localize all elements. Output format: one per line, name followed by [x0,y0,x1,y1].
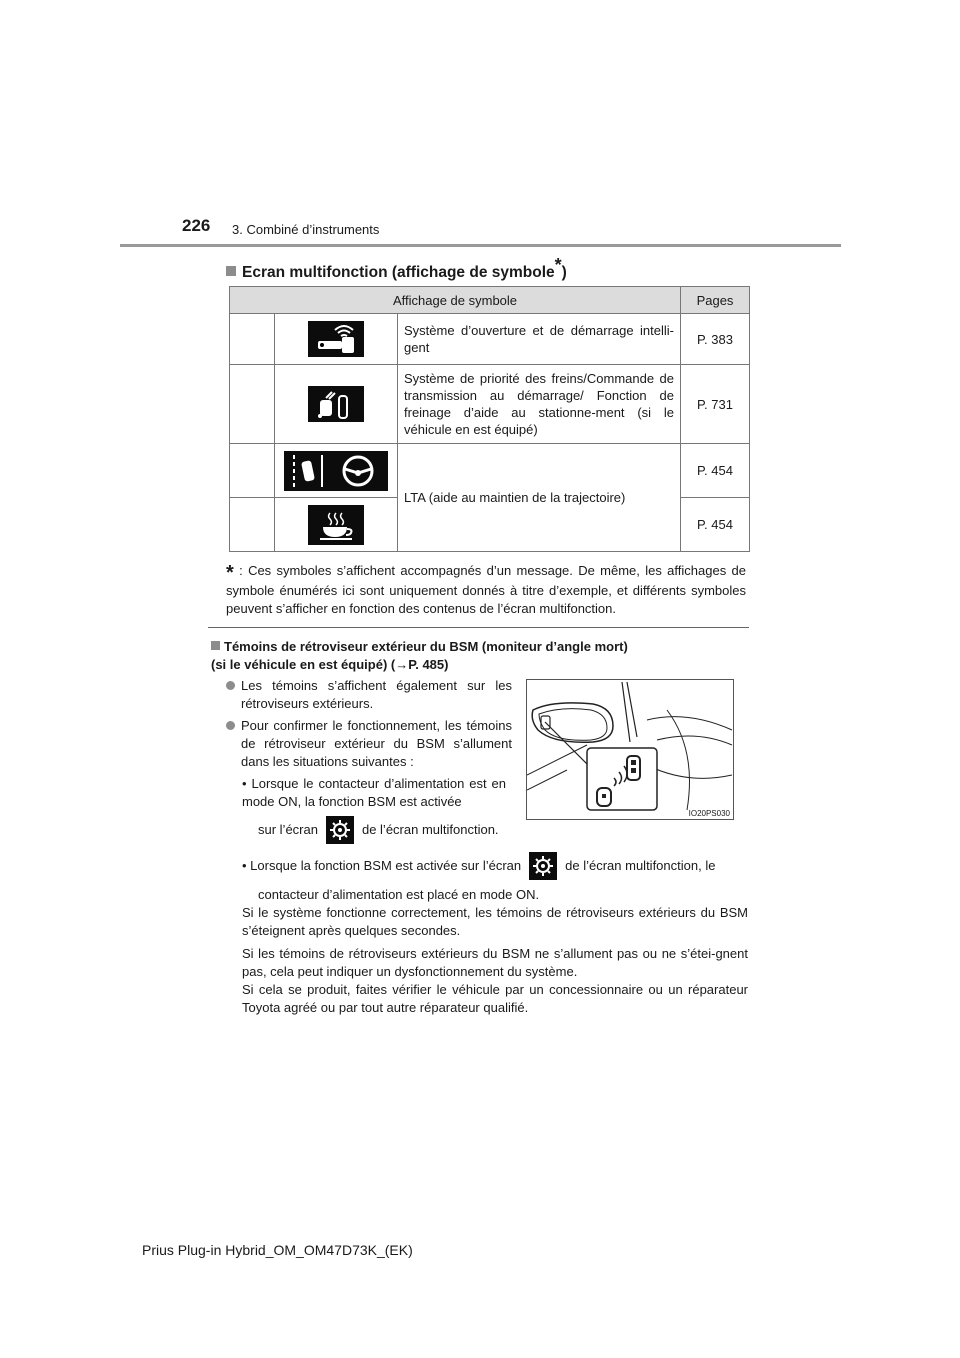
gear-icon [529,852,557,880]
row-page: P. 731 [681,365,750,444]
row-desc: LTA (aide au maintien de la trajectoire) [398,444,681,552]
lane-steering-icon [284,451,388,491]
symbol-table [229,286,750,552]
sub-bullet-cont [258,816,518,844]
sub-bullet-text: de l’écran multifonction, le [565,858,716,873]
header-pages: Pages [681,287,750,314]
section-divider [208,627,749,628]
round-bullet-icon [226,681,235,690]
square-bullet-icon [211,641,220,650]
table-row [230,365,750,444]
sub-bullet-cont: contacteur d’alimentation est placé en mode ON. [258,887,540,902]
table-row [230,314,750,365]
bsm-heading-line2: (si le véhicule en est équipé) (→P. 485) [211,657,449,672]
bsm-heading [211,638,628,674]
sub-bullet-text: • Lorsque le contacteur d’alimentation est en mode ON, la fonction BSM est activée [242,776,506,809]
bullet-text: Les témoins s’affichent également sur les rétroviseurs extérieurs. [241,678,512,711]
table-row [230,444,750,498]
row-page: P. 454 [681,498,750,552]
row-desc: Système d’ouverture et de démarrage intelli-gent [398,314,681,365]
footnote-text: : Ces symboles s’affichent accompagnés d’un message. De même, les affichages de symbole énumérés ici sont uniquement donnés à titre d’exemple, et différents symboles peuvent s’afficher en fonction des contenus de l’écran multifonction. [226,563,746,616]
header-rule [120,244,841,247]
row-page: P. 383 [681,314,750,365]
square-bullet-icon [226,266,236,276]
paragraph: Si les témoins de rétroviseurs extérieurs du BSM ne s’allument pas ou ne s’étei-gnent pas, cela peut indiquer un dysfonctionnement du système. [242,946,748,979]
section-heading [226,255,567,282]
paragraph: Si cela se produit, faites vérifier le véhicule par un concessionnaire ou un réparateur Toyota agréé ou par tout autre réparateur qualifié. [242,982,748,1015]
mirror-illustration [526,679,734,820]
row-desc: Système de priorité des freins/Commande de transmission au démarrage/ Fonction de freinage d’aide au stationne-ment (si le véhicule en est équipé) [398,365,681,444]
smart-key-icon [308,321,364,357]
document-id: Prius Plug-in Hybrid_OM_OM47D73K_(EK) [142,1242,413,1258]
sub-bullet-text: sur l’écran [258,822,318,837]
brake-pedal-icon [308,386,364,422]
image-code: IO20PS030 [688,809,730,818]
row-page: P. 454 [681,444,750,498]
coffee-cup-icon [308,505,364,545]
footnote [226,562,746,618]
page-number: 226 [182,216,211,235]
sub-bullet [242,775,506,811]
sub-bullet-text: • Lorsque la fonction BSM est activée sur l’écran [242,858,522,873]
bullet-item [226,717,512,771]
bullet-text: Pour confirmer le fonctionnement, les témoins de rétroviseur extérieur du BSM s’allument dans les situations suivantes : [241,718,512,769]
paragraph: Si le système fonctionne correctement, les témoins de rétroviseurs extérieurs du BSM s’éteignent après quelques secondes. [242,905,748,938]
section-heading-close: ) [561,264,567,282]
footnote-star: * [226,562,234,584]
section-heading-text: Ecran multifonction (affichage de symbole [242,264,555,282]
sub-bullet [242,852,748,880]
table-header-row [230,287,750,314]
footnote-mark: * [554,255,562,275]
sub-bullet-text: de l’écran multifonction. [361,822,499,837]
header-symbol: Affichage de symbole [230,287,681,314]
bullet-item [226,677,512,713]
chapter-title: 3. Combiné d’instruments [232,222,380,237]
round-bullet-icon [226,721,235,730]
gear-icon [326,816,354,844]
bsm-heading-line1: Témoins de rétroviseur extérieur du BSM (moniteur d’angle mort) [224,639,628,654]
